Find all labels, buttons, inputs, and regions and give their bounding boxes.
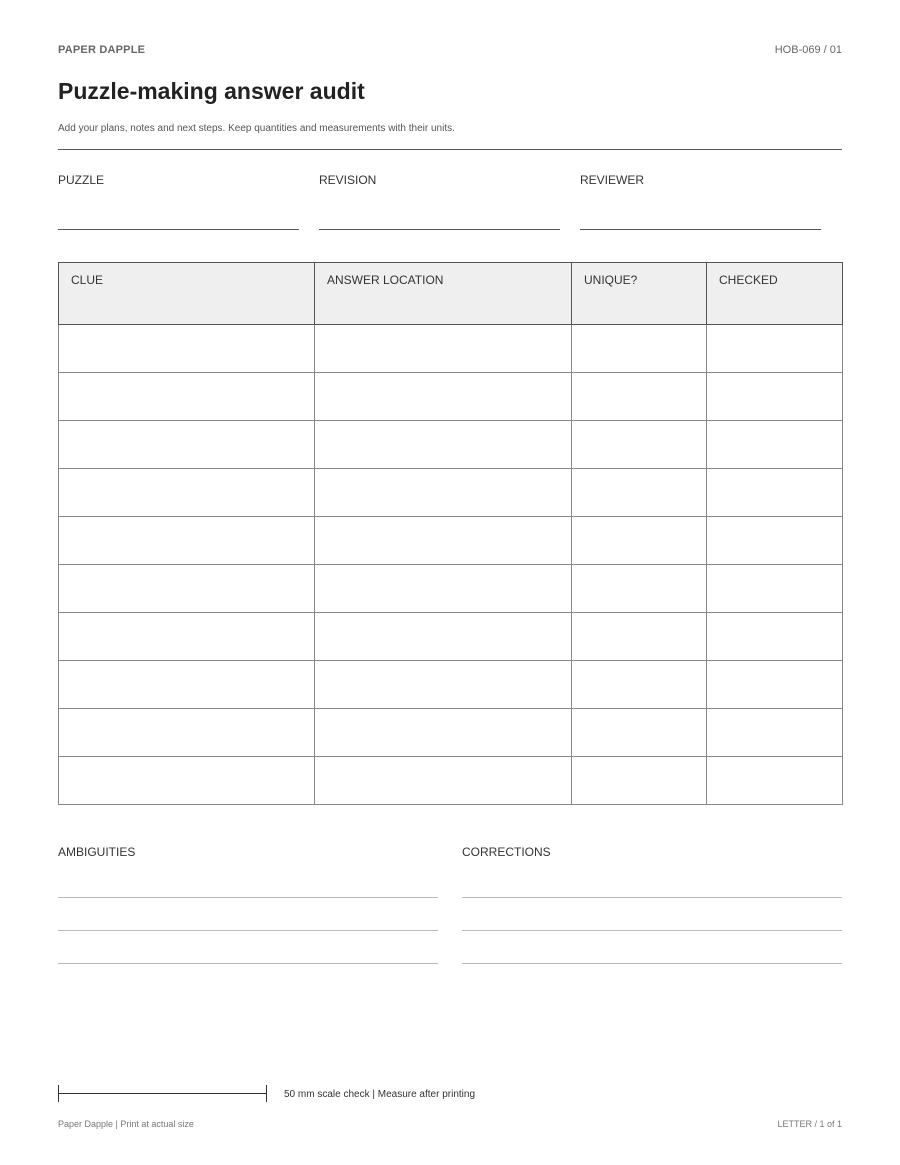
checked-cell[interactable] [707,373,843,421]
column-header-unique-label: UNIQUE? [584,273,638,287]
puzzle-label: PUZZLE [58,173,105,187]
answer-location-cell[interactable] [315,517,572,565]
revision-field[interactable] [319,229,560,230]
scale-bar-right-tick [266,1085,267,1102]
document-id: HOB-069 / 01 [774,44,842,56]
column-header-answer-location [315,263,572,325]
clue-cell[interactable] [59,709,315,757]
unique-cell[interactable] [572,325,707,373]
column-header-checked [707,263,843,325]
table-row [59,517,843,565]
checked-cell[interactable] [707,421,843,469]
scale-check-bar [58,1085,267,1102]
checked-cell[interactable] [707,757,843,805]
unique-cell[interactable] [572,565,707,613]
page-title: Puzzle-making answer audit [58,78,365,104]
scale-check-label: 50 mm scale check | Measure after printing [284,1089,476,1100]
table-row [59,709,843,757]
footer-note: Paper Dapple | Print at actual size [58,1119,194,1129]
answer-location-cell[interactable] [315,373,572,421]
clue-cell[interactable] [59,613,315,661]
table-header-row [59,263,843,325]
column-header-answer-location-label: ANSWER LOCATION [327,273,444,287]
answer-audit-table [58,262,843,805]
clue-cell[interactable] [59,661,315,709]
unique-cell[interactable] [572,757,707,805]
reviewer-field[interactable] [580,229,821,230]
page-indicator: LETTER / 1 of 1 [777,1119,842,1129]
clue-cell[interactable] [59,757,315,805]
table-row [59,757,843,805]
clue-cell[interactable] [59,373,315,421]
clue-cell[interactable] [59,565,315,613]
checked-cell[interactable] [707,517,843,565]
table-row [59,661,843,709]
corrections-line[interactable] [462,963,842,964]
unique-cell[interactable] [572,661,707,709]
clue-cell[interactable] [59,517,315,565]
unique-cell[interactable] [572,469,707,517]
unique-cell[interactable] [572,373,707,421]
table-row [59,421,843,469]
checked-cell[interactable] [707,613,843,661]
answer-location-cell[interactable] [315,469,572,517]
brand-name: PAPER DAPPLE [58,44,146,56]
checked-cell[interactable] [707,661,843,709]
reviewer-label: REVIEWER [580,173,645,187]
answer-location-cell[interactable] [315,661,572,709]
table-row [59,325,843,373]
answer-location-cell[interactable] [315,757,572,805]
checked-cell[interactable] [707,325,843,373]
corrections-label: CORRECTIONS [462,845,551,859]
table-row [59,565,843,613]
unique-cell[interactable] [572,517,707,565]
revision-label: REVISION [319,173,377,187]
answer-location-cell[interactable] [315,421,572,469]
unique-cell[interactable] [572,613,707,661]
column-header-clue [59,263,315,325]
ambiguities-label: AMBIGUITIES [58,845,136,859]
checked-cell[interactable] [707,565,843,613]
answer-location-cell[interactable] [315,325,572,373]
corrections-line[interactable] [462,930,842,931]
clue-cell[interactable] [59,421,315,469]
column-header-clue-label: CLUE [71,273,104,287]
table-row [59,373,843,421]
checked-cell[interactable] [707,469,843,517]
ambiguities-line[interactable] [58,963,438,964]
ambiguities-line[interactable] [58,897,438,898]
checked-cell[interactable] [707,709,843,757]
answer-location-cell[interactable] [315,709,572,757]
answer-location-cell[interactable] [315,565,572,613]
column-header-checked-label: CHECKED [719,273,778,287]
ambiguities-line[interactable] [58,930,438,931]
title-divider [58,149,842,150]
table-row [59,613,843,661]
corrections-line[interactable] [462,897,842,898]
unique-cell[interactable] [572,709,707,757]
unique-cell[interactable] [572,421,707,469]
scale-bar-line [58,1093,267,1094]
puzzle-field[interactable] [58,229,299,230]
answer-location-cell[interactable] [315,613,572,661]
clue-cell[interactable] [59,325,315,373]
clue-cell[interactable] [59,469,315,517]
scale-bar-left-tick [58,1085,59,1102]
page-subtitle: Add your plans, notes and next steps. Keep quantities and measurements with their units. [58,123,455,134]
table-row [59,469,843,517]
column-header-unique [572,263,707,325]
